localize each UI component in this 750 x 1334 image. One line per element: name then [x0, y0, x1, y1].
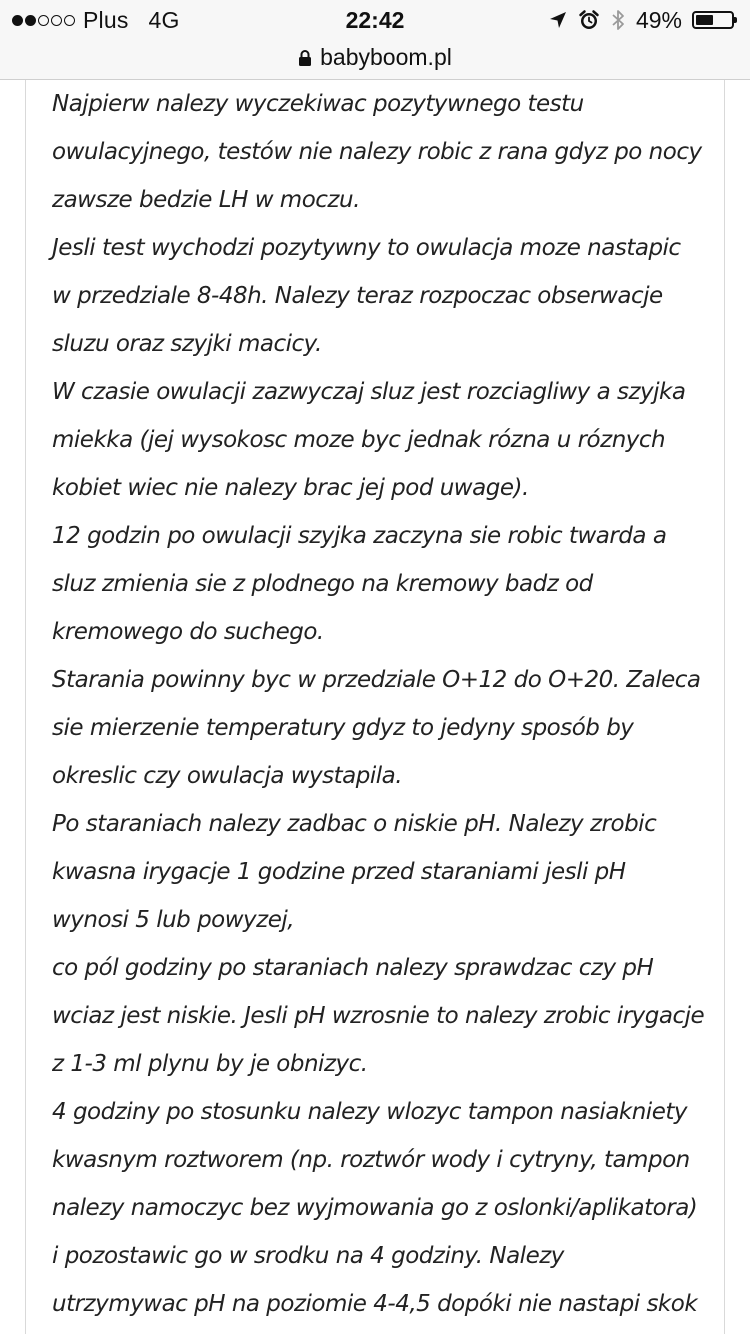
post-text-line: okreslic czy owulacja wystapila. [52, 763, 403, 789]
post-text-line: Jesli test wychodzi pozytywny to owulacja moze nastapic [52, 235, 681, 261]
post-text-line: wciaz jest niskie. Jesli pH wzrosnie to nalezy zrobic irygacje [52, 1003, 705, 1029]
post-text-line: 4 godziny po stosunku nalezy wlozyc tampon nasiakniety [52, 1099, 687, 1125]
location-arrow-icon [548, 10, 568, 30]
post-text-line: sluzu oraz szyjki macicy. [52, 331, 322, 357]
url-text: babyboom.pl [320, 44, 452, 70]
post-text-line: w przedziale 8-48h. Nalezy teraz rozpoczac obserwacje [52, 283, 663, 309]
post-text-line: sie mierzenie temperatury gdyz to jedyny sposób by [52, 715, 634, 741]
url-display[interactable] [298, 44, 452, 71]
post-text-line: i pozostawic go w srodku na 4 godziny. Nalezy [52, 1243, 564, 1269]
carrier-name: Plus [83, 6, 129, 33]
bluetooth-icon [610, 8, 626, 32]
post-text-line: Po staraniach nalezy zadbac o niskie pH. Nalezy zrobic [52, 811, 657, 837]
alarm-icon [578, 9, 600, 31]
post-text-line: wynosi 5 lub powyzej, [52, 907, 295, 933]
post-text-line: sluz zmienia sie z plodnego na kremowy badz od [52, 571, 593, 597]
post-text-line: miekka (jej wysokosc moze byc jednak rózna u róznych [52, 427, 666, 453]
post-text-line: owulacyjnego, testów nie nalezy robic z rana gdyz po nocy [52, 139, 702, 165]
post-text-line: zawsze bedzie LH w moczu. [52, 187, 360, 213]
post-text-line: 12 godzin po owulacji szyjka zaczyna sie robic twarda a [52, 523, 667, 549]
post-body [52, 80, 725, 1328]
post-text-line: nalezy namoczyc bez wyjmowania go z oslonki/aplikatora) [52, 1195, 698, 1221]
post-text-line: W czasie owulacji zazwyczaj sluz jest rozciagliwy a szyjka [52, 379, 686, 405]
battery-fill [696, 15, 713, 25]
post-content-card [25, 80, 725, 1334]
status-time: 22:42 [345, 7, 405, 33]
lock-icon [298, 49, 312, 67]
post-text-line: z 1-3 ml plynu by je obnizyc. [52, 1051, 368, 1077]
post-text-line: utrzymywac pH na poziomie 4-4,5 dopóki nie nastapi skok [52, 1291, 698, 1317]
post-text-line: Starania powinny byc w przedziale O+12 do O+20. Zaleca [52, 667, 701, 693]
post-text-line: kwasnym roztworem (np. roztwór wody i cytryny, tampon [52, 1147, 690, 1173]
battery-percent: 49% [635, 6, 682, 33]
post-text-line: kremowego do suchego. [52, 619, 324, 645]
address-bar[interactable] [0, 40, 750, 80]
post-text-line: Najpierw nalezy wyczekiwac pozytywnego testu [52, 91, 584, 117]
post-text-line: co pól godziny po staraniach nalezy sprawdzac czy pH [52, 955, 654, 981]
battery-icon [692, 11, 734, 29]
status-bar [0, 0, 750, 40]
network-type: 4G [148, 6, 180, 33]
status-right [548, 6, 738, 34]
post-text-line: kobiet wiec nie nalezy brac jej pod uwage). [52, 475, 529, 501]
post-text-line: kwasna irygacje 1 godzine przed staraniami jesli pH [52, 859, 626, 885]
